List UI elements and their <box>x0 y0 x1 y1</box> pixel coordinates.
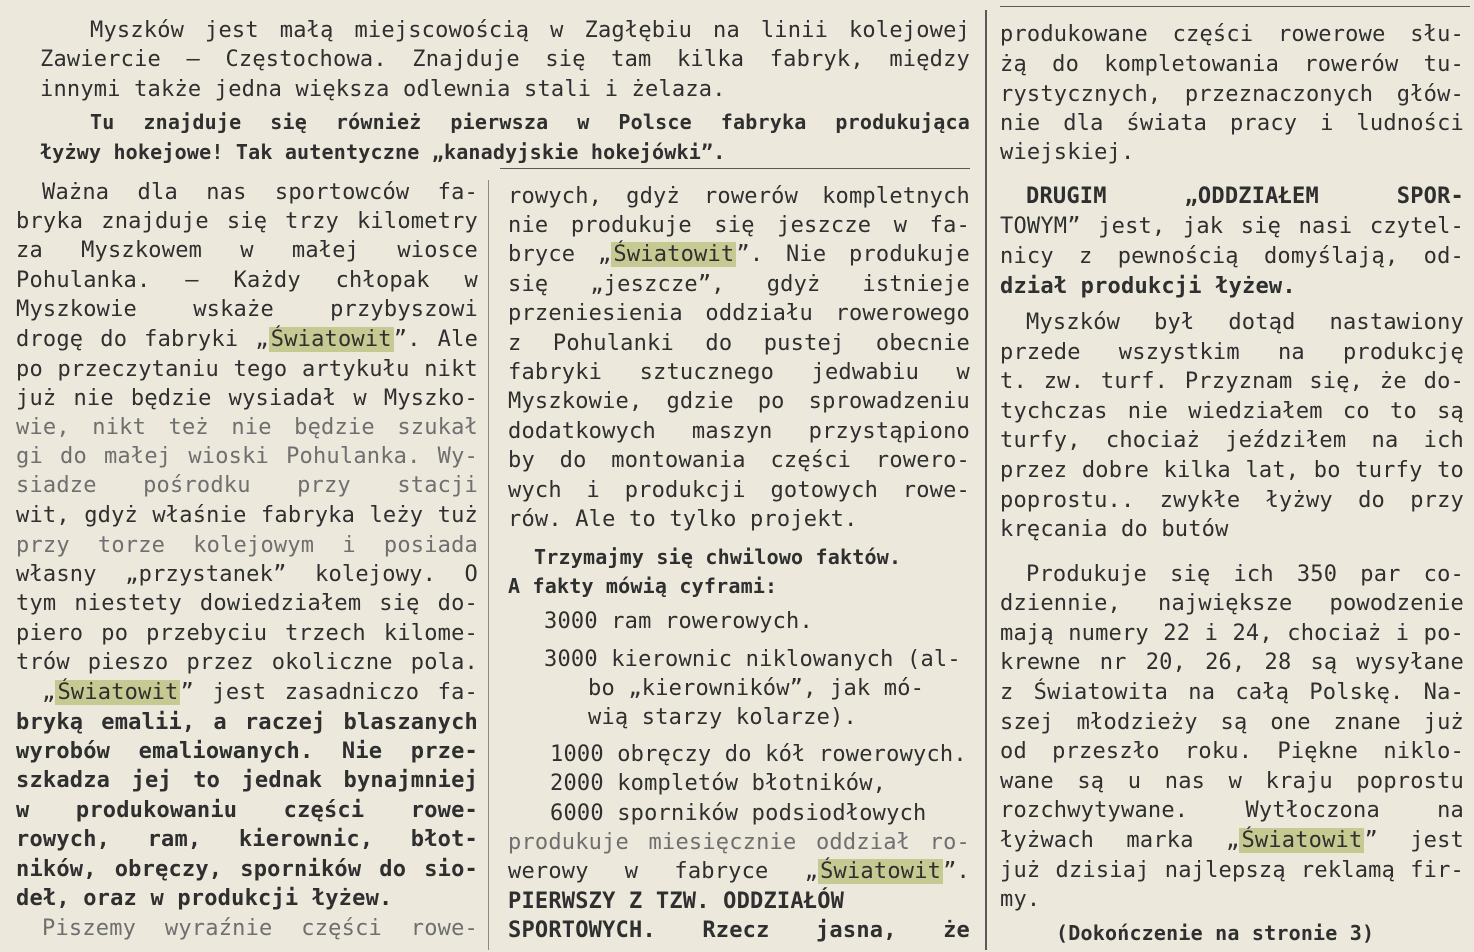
text-line: bryka znajduje się trzy kilometry <box>16 209 478 234</box>
text-line: Ważna dla nas sportowców fa- <box>42 180 478 205</box>
text-line: A fakty mówią cyframi: <box>508 574 778 598</box>
text-line: turfy, chociaż jeździłem na ich <box>1000 428 1464 453</box>
intro-line: Myszków jest małą miejscowością w Zagłębiu na linii kolejowej <box>90 18 970 43</box>
text-line: rowych, ram, kierownic, błot- <box>16 827 478 852</box>
text-line: po przeczytaniu tego artykułu nikt <box>16 357 478 382</box>
text-line: wych i produkcji gotowych rowe- <box>508 478 970 503</box>
text-line: mają numery 22 i 24, chociaż i po- <box>1000 621 1464 646</box>
text-line: nicy z pewnością domyślają, od- <box>1000 244 1464 269</box>
text-line: Piszemy wyraźnie części rowe- <box>42 916 478 941</box>
text-line: przeniesienia oddziału rowerowego <box>508 301 970 326</box>
column-rule-2 <box>985 10 987 950</box>
text-line: produkowane części rowerowe słu- <box>1000 22 1464 47</box>
text-line: bryką emalii, a raczej blaszanych <box>16 710 478 735</box>
highlight-mark: Światowit <box>1241 828 1363 853</box>
text-line: już nie będzie wysiadał w Myszko- <box>16 386 478 411</box>
text-line: Myszkowie wskaże przybyszowi <box>16 297 478 322</box>
text-line: tychczas nie wiedziałem co to są <box>1000 399 1464 424</box>
text-line: szkadza jej to jednak bynajmniej <box>16 768 478 793</box>
list-item: 2000 kompletów błotników, <box>550 771 887 796</box>
text-line: wiejskiej. <box>1000 140 1135 165</box>
intro-block <box>40 16 970 176</box>
intro-line: innymi także jedna większa odlewnia stali i żelaza. <box>40 77 726 102</box>
text-line: dodatkowych maszyn przystąpiono <box>508 419 970 444</box>
text-line: przez dobre kilka lat, bo turfy to <box>1000 458 1464 483</box>
text-line: wit, gdyż właśnie fabryka leży tuż <box>16 503 478 528</box>
text-line: za Myszkowem w małej wiosce <box>16 238 478 263</box>
highlight-mark: Światowit <box>820 859 942 884</box>
text-line: się „jeszcze”, gdyż istnieje <box>508 272 970 297</box>
list-item: 1000 obręczy do kół rowerowych. <box>550 742 967 767</box>
text-line: dziennie, największe powodzenie <box>1000 591 1464 616</box>
text-line: z Światowita na całą Polskę. Na- <box>1000 680 1464 705</box>
text-line: gi do małej wioski Pohulanka. Wy- <box>16 444 478 469</box>
text-line: nie dla świata pracy i ludności <box>1000 111 1464 136</box>
highlight-mark: Światowit <box>613 242 735 267</box>
column-rule-1 <box>488 180 489 950</box>
text-line: my. <box>1000 887 1041 912</box>
text-line: rozchwytywane. Wytłoczona na <box>1000 798 1464 823</box>
text-line: Myszków był dotąd nastawiony <box>1026 310 1464 335</box>
text-line: od przeszło roku. Piękne niklo- <box>1000 739 1464 764</box>
text-line: rystycznych, przeznaczonych głów- <box>1000 82 1464 107</box>
text-line: SPORTOWYCH. Rzecz jasna, że <box>508 918 970 943</box>
text-line: werowy w fabryce „Światowit”. <box>508 859 970 884</box>
highlight-mark: Światowit <box>270 327 392 352</box>
text-line: wyrobów emaliowanych. Nie prze- <box>16 739 478 764</box>
text-line: rów. Ale to tylko projekt. <box>508 507 858 532</box>
list-item: 3000 kierownic niklowanych (al- <box>544 647 961 672</box>
text-line: łyżwach marka „Światowit” jest <box>1000 828 1464 853</box>
text-line: deł, oraz w produkcji łyżew. <box>16 886 393 911</box>
text-line: by do montowania części rowero- <box>508 448 970 473</box>
continuation-note: (Dokończenie na stronie 3) <box>1056 921 1375 945</box>
list-item: 3000 ram rowerowych. <box>544 609 813 634</box>
text-line: tym niestety dowiedziałem się do- <box>16 591 478 616</box>
text-line: Produkuje się ich 350 par co- <box>1026 562 1464 587</box>
text-line: nie produkuje się jeszcze w fa- <box>508 213 970 238</box>
list-item: 6000 sporników podsiodłowych <box>550 801 927 826</box>
text-line: bryce „Światowit”. Nie produkuje <box>508 242 970 267</box>
text-line: Myszkowie, gdzie po sprowadzeniu <box>508 389 970 414</box>
column-1 <box>16 178 478 952</box>
text-line: wie, nikt też nie będzie szukał <box>16 415 478 440</box>
text-line: własny „przystanek” kolejowy. O <box>16 562 478 587</box>
text-line: szej młodzieży są one znane już <box>1000 710 1464 735</box>
text-line: „Światowit” jest zasadniczo fa- <box>42 680 478 705</box>
text-line: Trzymajmy się chwilowo faktów. <box>534 545 902 569</box>
text-line: z Pohulanki do pustej obecnie <box>508 331 970 356</box>
text-line: już dzisiaj najlepszą reklamą fir- <box>1000 858 1464 883</box>
text-line: dział produkcji łyżew. <box>1000 274 1296 299</box>
intro-line: łyżwy hokejowe! Tak autentyczne „kanadyjskie hokejówki”. <box>40 140 726 164</box>
text-line: w produkowaniu części rowe- <box>16 798 478 823</box>
text-line: kręcania do butów <box>1000 517 1229 542</box>
top-rule-right <box>1000 6 1470 7</box>
text-line: przy torze kolejowym i posiada <box>16 533 478 558</box>
column-3 <box>1000 20 1464 952</box>
list-item: bo „kierowników”, jak mó- <box>588 676 925 701</box>
text-line: Pohulanka. — Każdy chłopak w <box>16 268 478 293</box>
text-line: rowych, gdyż rowerów kompletnych <box>508 184 970 209</box>
text-line: żą do kompletowania rowerów tu- <box>1000 52 1464 77</box>
text-line: wane są u nas w kraju poprostu <box>1000 769 1464 794</box>
text-line: krewne nr 20, 26, 28 są wysyłane <box>1000 650 1464 675</box>
text-line: ników, obręczy, sporników do sio- <box>16 857 478 882</box>
text-line: poprostu.. zwykłe łyżwy do przy <box>1000 488 1464 513</box>
text-line: przede wszystkim na produkcję <box>1000 340 1464 365</box>
section-heading: DRUGIM „ODDZIAŁEM SPOR- <box>1026 184 1464 209</box>
text-line: siadze pośrodku przy stacji <box>16 473 478 498</box>
text-line: trów pieszo przez okoliczne pola. <box>16 650 478 675</box>
text-line: PIERWSZY Z TZW. ODDZIAŁÓW <box>508 889 845 914</box>
column-2 <box>508 182 970 952</box>
list-item: wią starzy kolarze). <box>588 705 857 730</box>
text-line: fabryki sztucznego jedwabiu w <box>508 360 970 385</box>
intro-line: Tu znajduje się również pierwsza w Polsce fabryka produkująca <box>90 110 970 134</box>
text-line: t. zw. turf. Przyznam się, że do- <box>1000 369 1464 394</box>
text-line: piero po przebyciu trzech kilome- <box>16 621 478 646</box>
text-line: TOWYM” jest, jak się nasi czytel- <box>1000 214 1464 239</box>
intro-separator <box>500 168 970 169</box>
intro-line: Zawiercie — Częstochowa. Znajduje się tam kilka fabryk, między <box>40 47 970 72</box>
text-line: drogę do fabryki „Światowit”. Ale <box>16 327 478 352</box>
text-line: produkuje miesięcznie oddział ro- <box>508 830 970 855</box>
highlight-mark: Światowit <box>57 680 179 705</box>
